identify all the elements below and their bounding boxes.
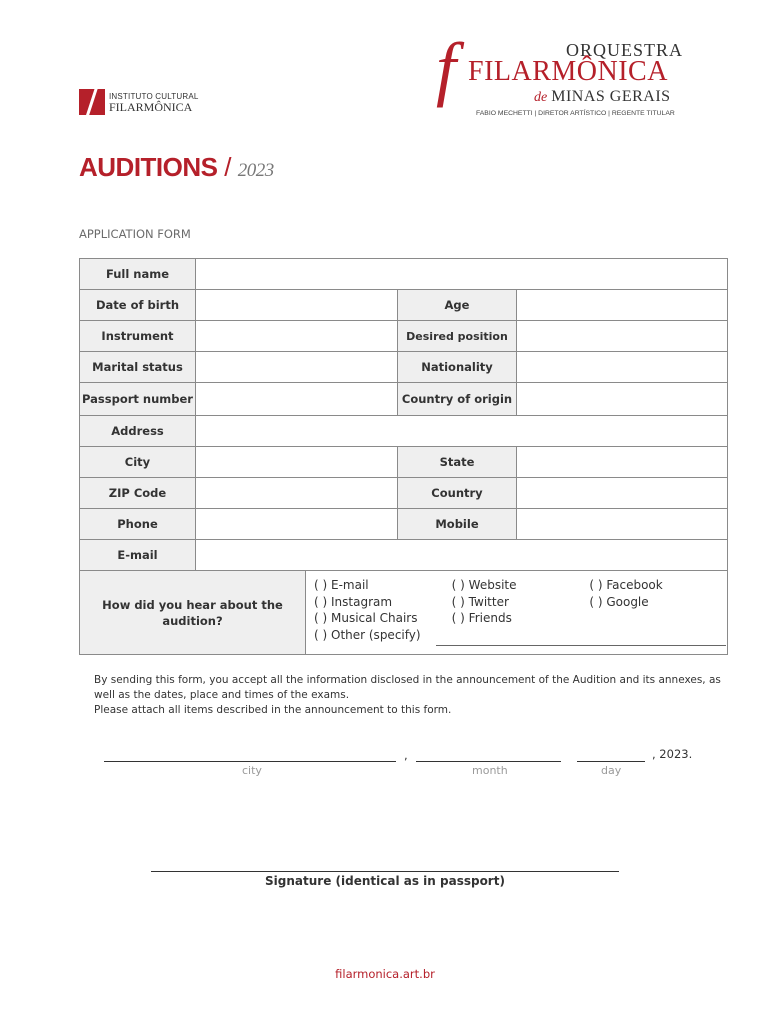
- age-field[interactable]: [517, 290, 728, 321]
- logo-line-1: INSTITUTO CULTURAL: [109, 92, 199, 101]
- email-field[interactable]: [196, 540, 728, 571]
- marital-status-label: Marital status: [80, 352, 196, 383]
- hear-options-col-1: [314, 577, 452, 643]
- option-instagram[interactable]: ( ) Instagram: [314, 594, 393, 609]
- notice-line-1: By sending this form, you accept all the information disclosed in the announcement of the Audition and its annexes, as well as the dates, place and times of the exams.: [94, 674, 721, 701]
- date-of-birth-field[interactable]: [196, 290, 398, 321]
- option-facebook[interactable]: ( ) Facebook: [589, 578, 663, 592]
- logo-credit: FABIO MECHETTI | DIRETOR ARTÍSTICO | REGENTE TITULAR: [476, 110, 675, 117]
- title-text: AUDITIONS: [79, 152, 218, 182]
- passport-number-label: Passport number: [80, 383, 196, 416]
- option-other[interactable]: ( ) Other (specify): [314, 627, 421, 642]
- desired-position-field[interactable]: [517, 321, 728, 352]
- city-label: City: [80, 447, 196, 478]
- full-name-label: Full name: [80, 259, 196, 290]
- hear-about-label: How did you hear about the audition?: [80, 571, 306, 655]
- logo-minas-gerais: de MINAS GERAIS: [534, 88, 671, 105]
- instituto-cultural-logo: [79, 89, 199, 115]
- day-caption: day: [601, 764, 622, 777]
- form-subtitle: APPLICATION FORM: [79, 227, 191, 241]
- date-comma: ,: [404, 748, 408, 762]
- logo-orquestra: ORQUESTRA: [566, 40, 684, 60]
- mobile-field[interactable]: [517, 509, 728, 540]
- orquestra-filarmonica-logo: [436, 28, 684, 122]
- page-title: [79, 152, 274, 183]
- footer-url[interactable]: filarmonica.art.br: [335, 967, 435, 981]
- country-of-origin-label: Country of origin: [398, 383, 517, 416]
- zip-code-label: ZIP Code: [80, 478, 196, 509]
- city-line[interactable]: [104, 761, 396, 762]
- passport-number-field[interactable]: [196, 383, 398, 416]
- instrument-field[interactable]: [196, 321, 398, 352]
- nationality-field[interactable]: [517, 352, 728, 383]
- date-of-birth-label: Date of birth: [80, 290, 196, 321]
- address-field[interactable]: [196, 416, 728, 447]
- option-website[interactable]: ( ) Website: [451, 578, 517, 592]
- phone-label: Phone: [80, 509, 196, 540]
- state-field[interactable]: [517, 447, 728, 478]
- month-caption: month: [472, 764, 508, 777]
- logo-filarmonica: FILARMÔNICA: [468, 56, 668, 87]
- hear-options-col-2: [452, 577, 590, 643]
- email-label: E-mail: [80, 540, 196, 571]
- mobile-label: Mobile: [398, 509, 517, 540]
- city-caption: city: [242, 764, 262, 777]
- signature-line[interactable]: [151, 871, 619, 872]
- option-twitter[interactable]: ( ) Twitter: [451, 594, 509, 609]
- option-google[interactable]: ( ) Google: [589, 594, 649, 609]
- city-field[interactable]: [196, 447, 398, 478]
- application-form-table: [79, 258, 728, 655]
- option-email[interactable]: ( ) E-mail: [314, 578, 369, 592]
- desired-position-label: Desired position: [398, 321, 517, 352]
- instituto-logo-icon: [79, 89, 105, 115]
- notice-line-2: Please attach all items described in the announcement to this form.: [94, 704, 452, 716]
- option-friends[interactable]: ( ) Friends: [451, 611, 512, 625]
- month-line[interactable]: [416, 761, 561, 762]
- option-musical-chairs[interactable]: ( ) Musical Chairs: [314, 611, 418, 625]
- notice-text: [94, 673, 724, 718]
- nationality-label: Nationality: [398, 352, 517, 383]
- phone-field[interactable]: [196, 509, 398, 540]
- country-label: Country: [398, 478, 517, 509]
- date-year: , 2023.: [652, 747, 693, 761]
- zip-code-field[interactable]: [196, 478, 398, 509]
- country-of-origin-field[interactable]: [517, 383, 728, 416]
- address-label: Address: [80, 416, 196, 447]
- day-line[interactable]: [577, 761, 645, 762]
- state-label: State: [398, 447, 517, 478]
- signature-label: Signature (identical as in passport): [265, 874, 505, 888]
- marital-status-field[interactable]: [196, 352, 398, 383]
- country-field[interactable]: [517, 478, 728, 509]
- hear-options-col-3: [589, 577, 727, 643]
- full-name-field[interactable]: [196, 259, 728, 290]
- age-label: Age: [398, 290, 517, 321]
- logo-f-glyph-icon: f: [436, 28, 457, 108]
- hear-about-options: [306, 571, 728, 655]
- title-year: 2023: [237, 160, 274, 181]
- title-separator: /: [224, 152, 231, 182]
- instrument-label: Instrument: [80, 321, 196, 352]
- other-specify-line[interactable]: [436, 645, 726, 646]
- logo-line-2: FILARMÔNICA: [109, 100, 193, 114]
